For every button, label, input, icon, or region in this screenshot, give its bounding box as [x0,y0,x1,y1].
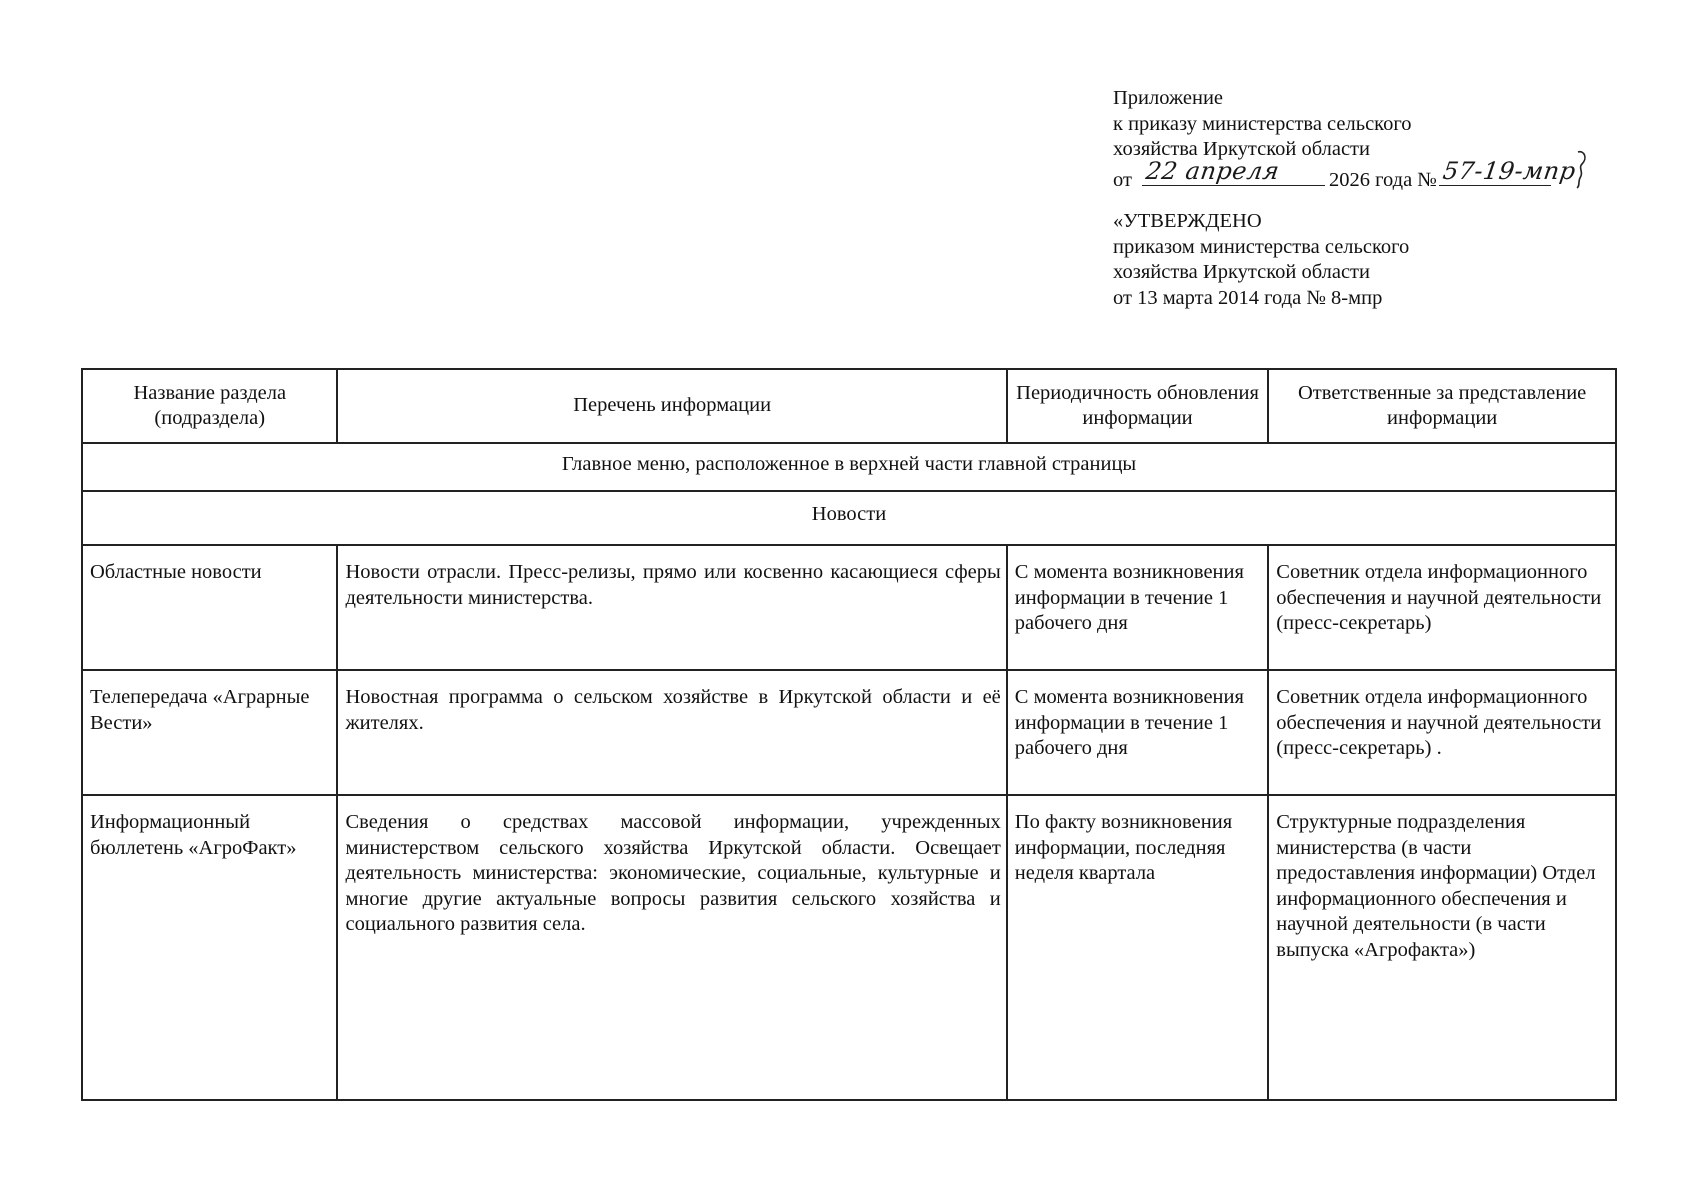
table-row [82,795,1616,1100]
appendix-header [1113,86,1593,311]
column-header-periodicity: Периодичность обновления информации [1007,369,1269,443]
row-period: С момента возникновения информации в течение 1 рабочего дня [1007,670,1269,795]
handwriting-flourish [1574,148,1590,190]
year-text: 2026 года № [1328,168,1437,191]
row-info: Новостная программа о сельском хозяйстве в Иркутской области и её жителях. [337,670,1006,795]
table-row [82,545,1616,670]
row-period: По факту возникновения информации, последняя неделя квартала [1007,795,1269,1100]
section-title-news: Новости [82,491,1616,545]
row-name: Областные новости [82,545,337,670]
approved-line-4: от 13 марта 2014 года № 8-мпр [1113,286,1383,309]
approved-line-2: приказом министерства сельского [1113,235,1410,258]
column-header-section-name: Название раздела (подраздела) [82,369,337,443]
row-period: С момента возникновения информации в течение 1 рабочего дня [1007,545,1269,670]
number-blank [1439,157,1578,186]
table-header-row [82,369,1616,443]
appendix-line-2: к приказу министерства сельского [1113,112,1412,135]
row-info: Новости отрасли. Пресс-релизы, прямо или косвенно касающиеся сферы деятельности министерства. [337,545,1006,670]
column-header-info-list: Перечень информации [337,369,1006,443]
column-header-responsible: Ответственные за представление информации [1268,369,1616,443]
information-table [81,368,1617,1101]
date-prefix: от [1113,168,1132,191]
table-row [82,670,1616,795]
row-responsible: Советник отдела информационного обеспечения и научной деятельности (пресс-секретарь) . [1268,670,1616,795]
date-blank [1142,157,1325,186]
row-responsible: Структурные подразделения министерства (в части предоставления информации) Отдел информационного обеспечения и научной деятельности (в части выпуска «Агрофакта») [1268,795,1616,1100]
appendix-date-line [1113,157,1593,191]
approved-line-3: хозяйства Иркутской области [1113,261,1370,283]
section-title-main-menu: Главное меню, расположенное в верхней части главной страницы [82,443,1616,491]
row-responsible: Советник отдела информационного обеспечения и научной деятельности (пресс-секретарь) [1268,545,1616,670]
section-row-news [82,491,1616,545]
row-name: Телепередача «Аграрные Вести» [82,670,337,795]
row-name: Информационный бюллетень «АгроФакт» [82,795,337,1100]
appendix-title: Приложение [1113,87,1224,109]
appendix-line-3: хозяйства Иркутской области [1113,138,1370,160]
section-row-main-menu [82,443,1616,491]
approved-line-1: «УТВЕРЖДЕНО [1113,210,1262,232]
handwritten-number: 57-19-мпр [1440,157,1578,185]
row-info: Сведения о средствах массовой информации, учрежденных министерством сельского хозяйства Иркутской области. Освещает деятельность министерства: экономические, социальные, культурные и многие другие актуальные вопросы развития сельского хозяйства и социального развития села. [337,795,1006,1100]
handwritten-date: 22 апреля [1144,157,1282,185]
